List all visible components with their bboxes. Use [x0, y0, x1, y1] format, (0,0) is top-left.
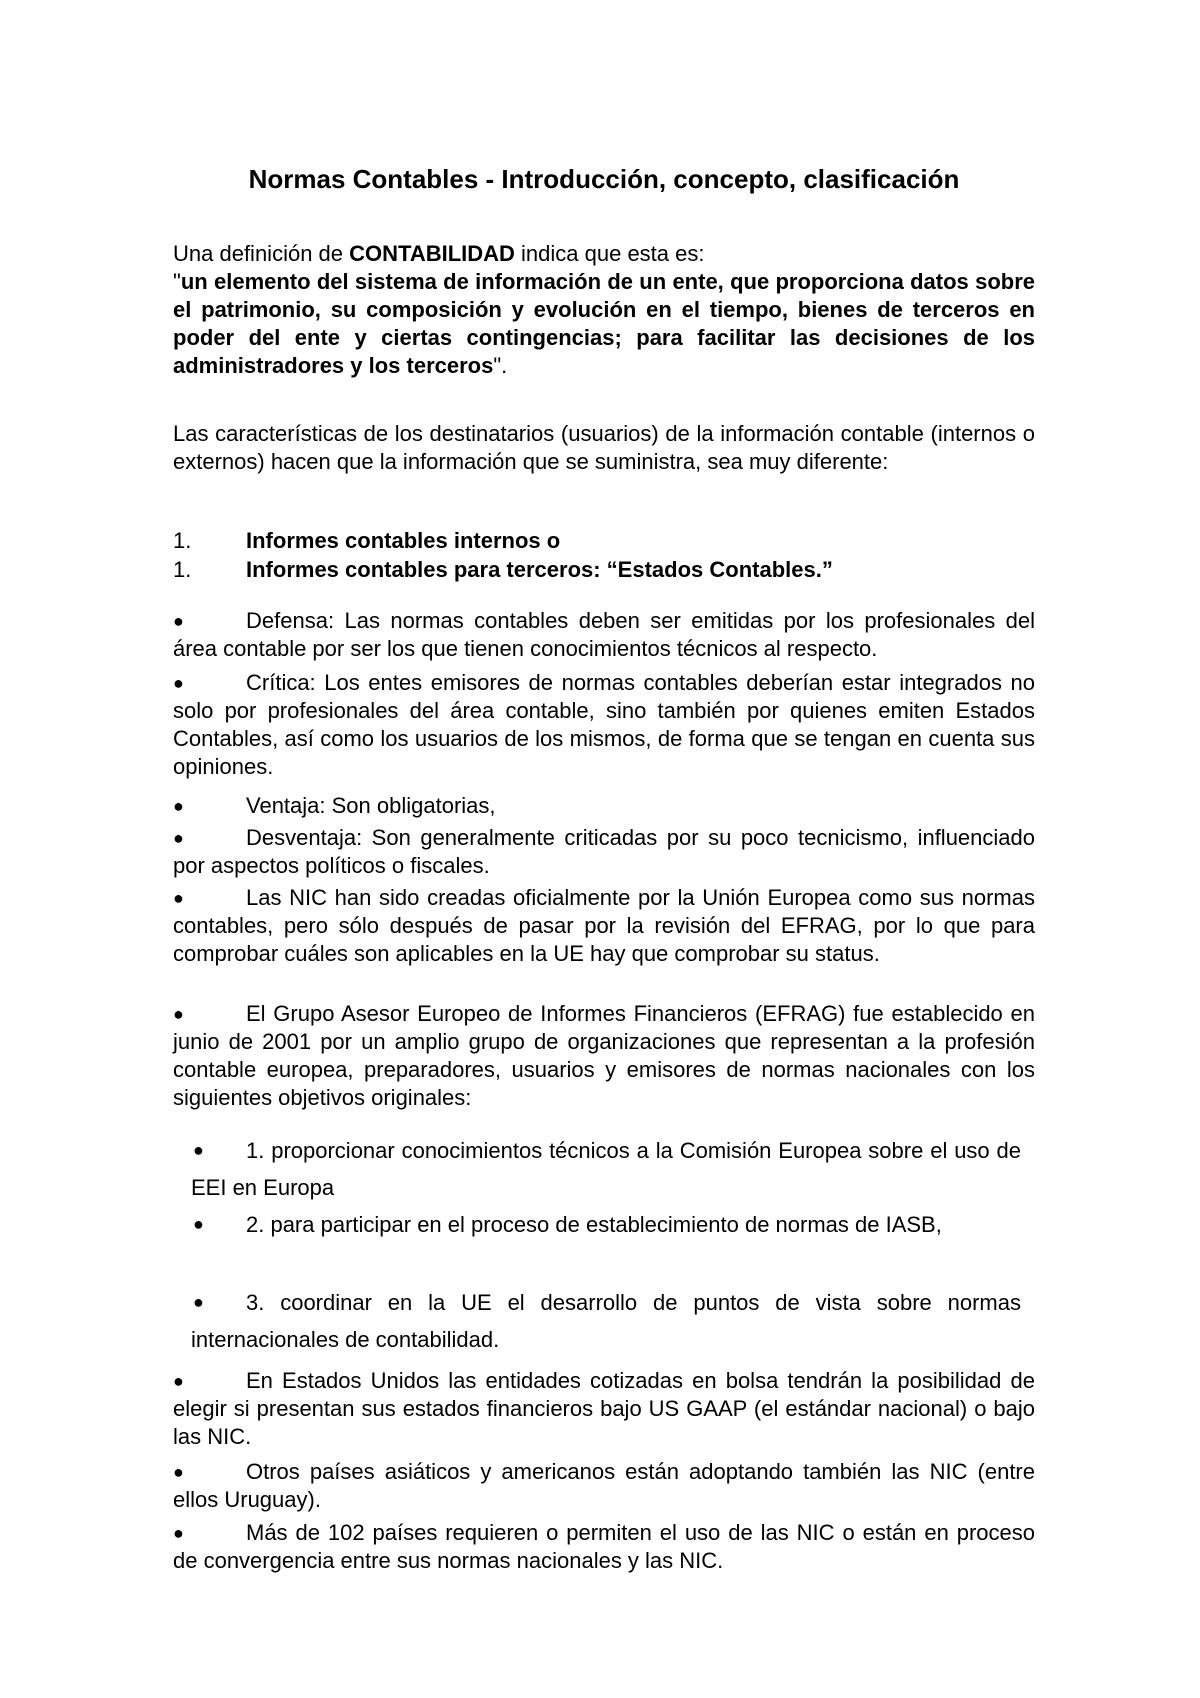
bullet-icon: ●: [173, 796, 184, 816]
quote-close: ".: [493, 353, 508, 378]
bullet-desventaja: [173, 824, 1035, 880]
bullet-icon: ●: [173, 1371, 184, 1391]
page-title: Normas Contables - Introducción, concepto, clasificación: [248, 164, 960, 194]
sub-bullet-text: 2. para participar en el proceso de establecimiento de normas de IASB,: [246, 1212, 942, 1237]
bullet-icon: ●: [173, 611, 184, 631]
bullet-text: Ventaja: Son obligatorias,: [246, 793, 496, 818]
sub-bullet-text: 3. coordinar en la UE el desarrollo de puntos de vista sobre normas internacionales de contabilidad.: [191, 1290, 1021, 1352]
sub-bullet-objetivo-1: [191, 1132, 1021, 1206]
bullet-icon: ●: [173, 1523, 184, 1543]
bullet-efrag: [173, 1000, 1035, 1112]
numbered-item-text: Informes contables para terceros: “Estados Contables.”: [246, 557, 833, 582]
bullet-ventaja: [173, 792, 1035, 820]
bullet-defensa: [173, 607, 1035, 663]
bullet-icon: ●: [193, 1292, 204, 1312]
bullet-icon: ●: [173, 1004, 184, 1024]
bullet-text: Más de 102 países requieren o permiten el uso de las NIC o están en proceso de convergencia entre sus normas nacionales y las NIC.: [173, 1520, 1035, 1573]
bullet-icon: ●: [173, 828, 184, 848]
quote-text: un elemento del sistema de información de un ente, que proporciona datos sobre el patrimonio, su composición y evolución en el tiempo, bienes de terceros en poder del ente y ciertas contingencias; para facilitar las decisiones de los administradores y los terceros: [173, 269, 1035, 378]
bullet-icon: ●: [173, 888, 184, 908]
definition-intro: [173, 240, 1035, 268]
bullet-icon: ●: [193, 1214, 204, 1234]
numbered-item-text: Informes contables internos o: [246, 528, 561, 553]
quote-open: ": [173, 269, 181, 294]
numbered-item-number: 1.: [173, 557, 192, 582]
bullet-otros-paises: [173, 1458, 1035, 1514]
bullet-critica: [173, 669, 1035, 781]
sub-bullet-objetivo-3: [191, 1284, 1021, 1358]
definition-quote: [173, 268, 1035, 380]
bullet-text: Las NIC han sido creadas oficialmente por la Unión Europea como sus normas contables, pero sólo después de pasar por la revisión del EFRAG, por lo que para comprobar cuáles son aplicables en la UE hay que comprobar su status.: [173, 885, 1035, 966]
bullet-text: Desventaja: Son generalmente criticadas por su poco tecnicismo, influenciado por aspectos políticos o fiscales.: [173, 825, 1035, 878]
intro-prefix: Una definición de: [173, 241, 350, 266]
bullet-icon: ●: [173, 673, 184, 693]
sub-bullet-text: 1. proporcionar conocimientos técnicos a la Comisión Europea sobre el uso de EEI en Europa: [191, 1138, 1021, 1200]
bullet-102-paises: [173, 1519, 1035, 1575]
bullet-text: Crítica: Los entes emisores de normas contables deberían estar integrados no solo por profesionales del área contable, sino también por quienes emiten Estados Contables, así como los usuarios de los mismos, de forma que se tengan en cuenta sus opiniones.: [173, 670, 1035, 779]
destinatarios-paragraph: Las características de los destinatarios (usuarios) de la información contable (internos o externos) hacen que la información que se suministra, sea muy diferente:: [173, 421, 1035, 474]
intro-keyword: CONTABILIDAD: [349, 241, 515, 266]
bullet-icon: ●: [173, 1462, 184, 1482]
intro-suffix: indica que esta es:: [514, 241, 705, 266]
bullet-text: Defensa: Las normas contables deben ser emitidas por los profesionales del área contable por ser los que tienen conocimientos técnicos al respecto.: [173, 608, 1035, 661]
bullet-icon: ●: [193, 1140, 204, 1160]
numbered-item-number: 1.: [173, 528, 192, 553]
bullet-text: El Grupo Asesor Europeo de Informes Financieros (EFRAG) fue establecido en junio de 2001 por un amplio grupo de organizaciones que representan a la profesión contable europea, preparadores, usuarios y emisores de normas nacionales con los siguientes objetivos originales:: [173, 1001, 1035, 1110]
bullet-text: En Estados Unidos las entidades cotizadas en bolsa tendrán la posibilidad de elegir si presentan sus estados financieros bajo US GAAP (el estándar nacional) o bajo las NIC.: [173, 1368, 1035, 1449]
sub-bullet-objetivo-2: [191, 1206, 1021, 1243]
bullet-nic-ue: [173, 884, 1035, 968]
bullet-text: Otros países asiáticos y americanos están adoptando también las NIC (entre ellos Uruguay).: [173, 1459, 1035, 1512]
bullet-estados-unidos: [173, 1367, 1035, 1451]
